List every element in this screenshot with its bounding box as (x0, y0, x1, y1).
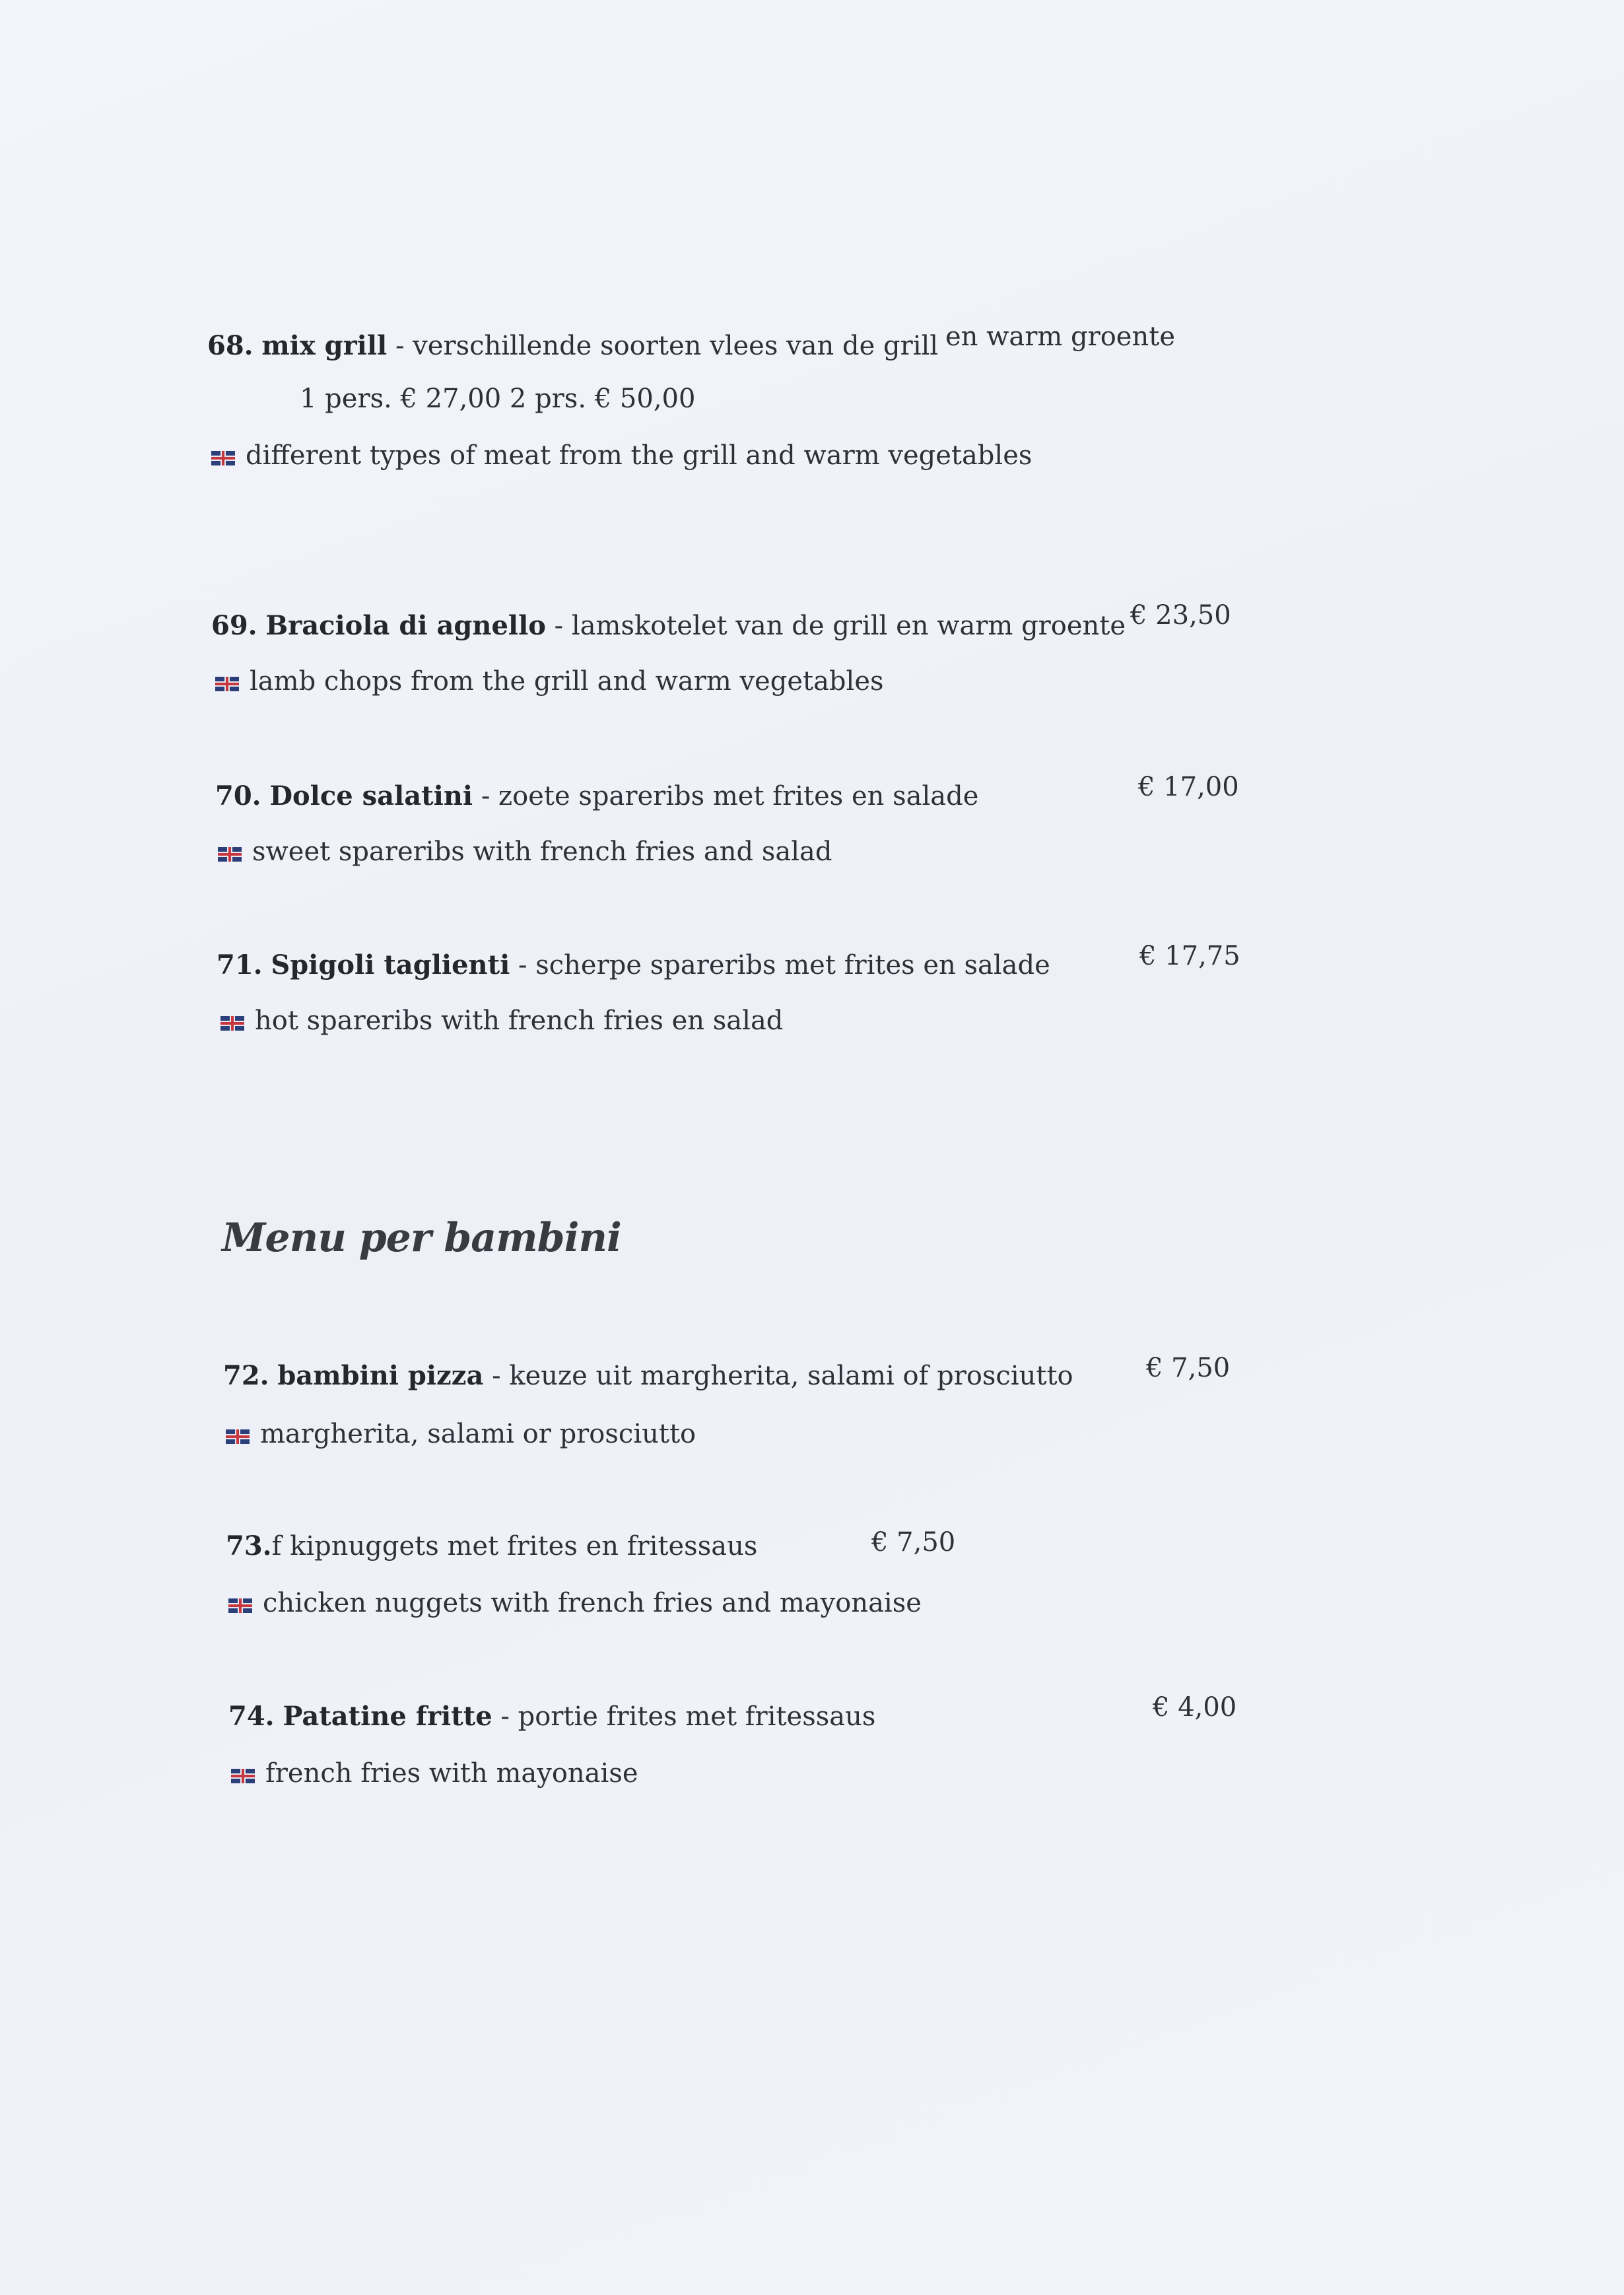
item-number: 74. (228, 1701, 275, 1732)
menu-item-74 (228, 1699, 875, 1734)
item-number: 68. (207, 330, 254, 361)
item-english-line (211, 438, 1032, 473)
item-price: € 7,50 (1146, 1353, 1231, 1383)
item-price: € 7,50 (871, 1527, 956, 1558)
item-number: 70. (215, 780, 261, 811)
item-english: hot spareribs with french fries en salad (255, 1006, 784, 1036)
item-number: 73. (226, 1530, 272, 1561)
item-description: f kipnuggets met frites en fritessaus (271, 1531, 758, 1561)
item-english: chicken nuggets with french fries and mayonaise (263, 1588, 922, 1618)
item-number: 69. (211, 610, 257, 641)
item-english-line (215, 664, 884, 699)
menu-item-73 (226, 1529, 757, 1563)
item-name: mix grill (261, 330, 388, 361)
item-english-line (228, 1586, 922, 1620)
item-description: - scherpe spareribs met frites en salade (510, 950, 1050, 980)
item-number: 72. (223, 1360, 269, 1391)
item-price: € 4,00 (1153, 1692, 1237, 1723)
uk-flag-icon (218, 847, 242, 862)
section-title: Menu per bambini (222, 1215, 621, 1261)
item-description: - verschillende soorten vlees van de grill (387, 331, 939, 361)
item-english: lamb chops from the grill and warm vegetables (250, 666, 884, 697)
item-english: different types of meat from the grill and warm vegetables (246, 440, 1032, 471)
item-description-continued: en warm groente (945, 322, 1175, 352)
item-number: 71. (217, 949, 263, 980)
uk-flag-icon (220, 1016, 244, 1031)
item-name: Braciola di agnello (265, 610, 546, 641)
item-price: € 17,00 (1138, 772, 1239, 802)
item-english: margherita, salami or prosciutto (260, 1419, 696, 1449)
menu-item-69 (211, 609, 1126, 643)
item-price: € 23,50 (1130, 600, 1231, 631)
item-name: bambini pizza (277, 1360, 484, 1391)
item-english: sweet spareribs with french fries and salad (252, 837, 832, 867)
item-name: Spigoli taglienti (271, 949, 510, 980)
uk-flag-icon (226, 1429, 250, 1444)
uk-flag-icon (215, 677, 239, 691)
menu-item-70 (215, 779, 978, 813)
item-english: french fries with mayonaise (265, 1758, 638, 1789)
item-price: € 17,75 (1139, 941, 1240, 971)
item-description: - zoete spareribs met frites en salade (473, 781, 979, 811)
menu-item-71 (217, 948, 1050, 982)
item-name: Patatine fritte (283, 1701, 492, 1732)
item-description: - keuze uit margherita, salami of prosciutto (483, 1361, 1073, 1391)
uk-flag-icon (231, 1769, 255, 1783)
menu-item-68 (207, 329, 938, 363)
item-description: - lamskotelet van de grill en warm groente (545, 611, 1126, 641)
item-english-line (226, 1417, 696, 1451)
item-english-line (231, 1756, 638, 1791)
uk-flag-icon (228, 1598, 252, 1613)
menu-item-72 (223, 1359, 1073, 1393)
item-english-line (218, 835, 832, 869)
item-description: - portie frites met fritessaus (492, 1701, 876, 1732)
item-name: Dolce salatini (269, 780, 473, 811)
item-price-line: 1 pers. € 27,00 2 prs. € 50,00 (300, 384, 696, 414)
uk-flag-icon (211, 451, 235, 465)
item-english-line (220, 1004, 783, 1038)
